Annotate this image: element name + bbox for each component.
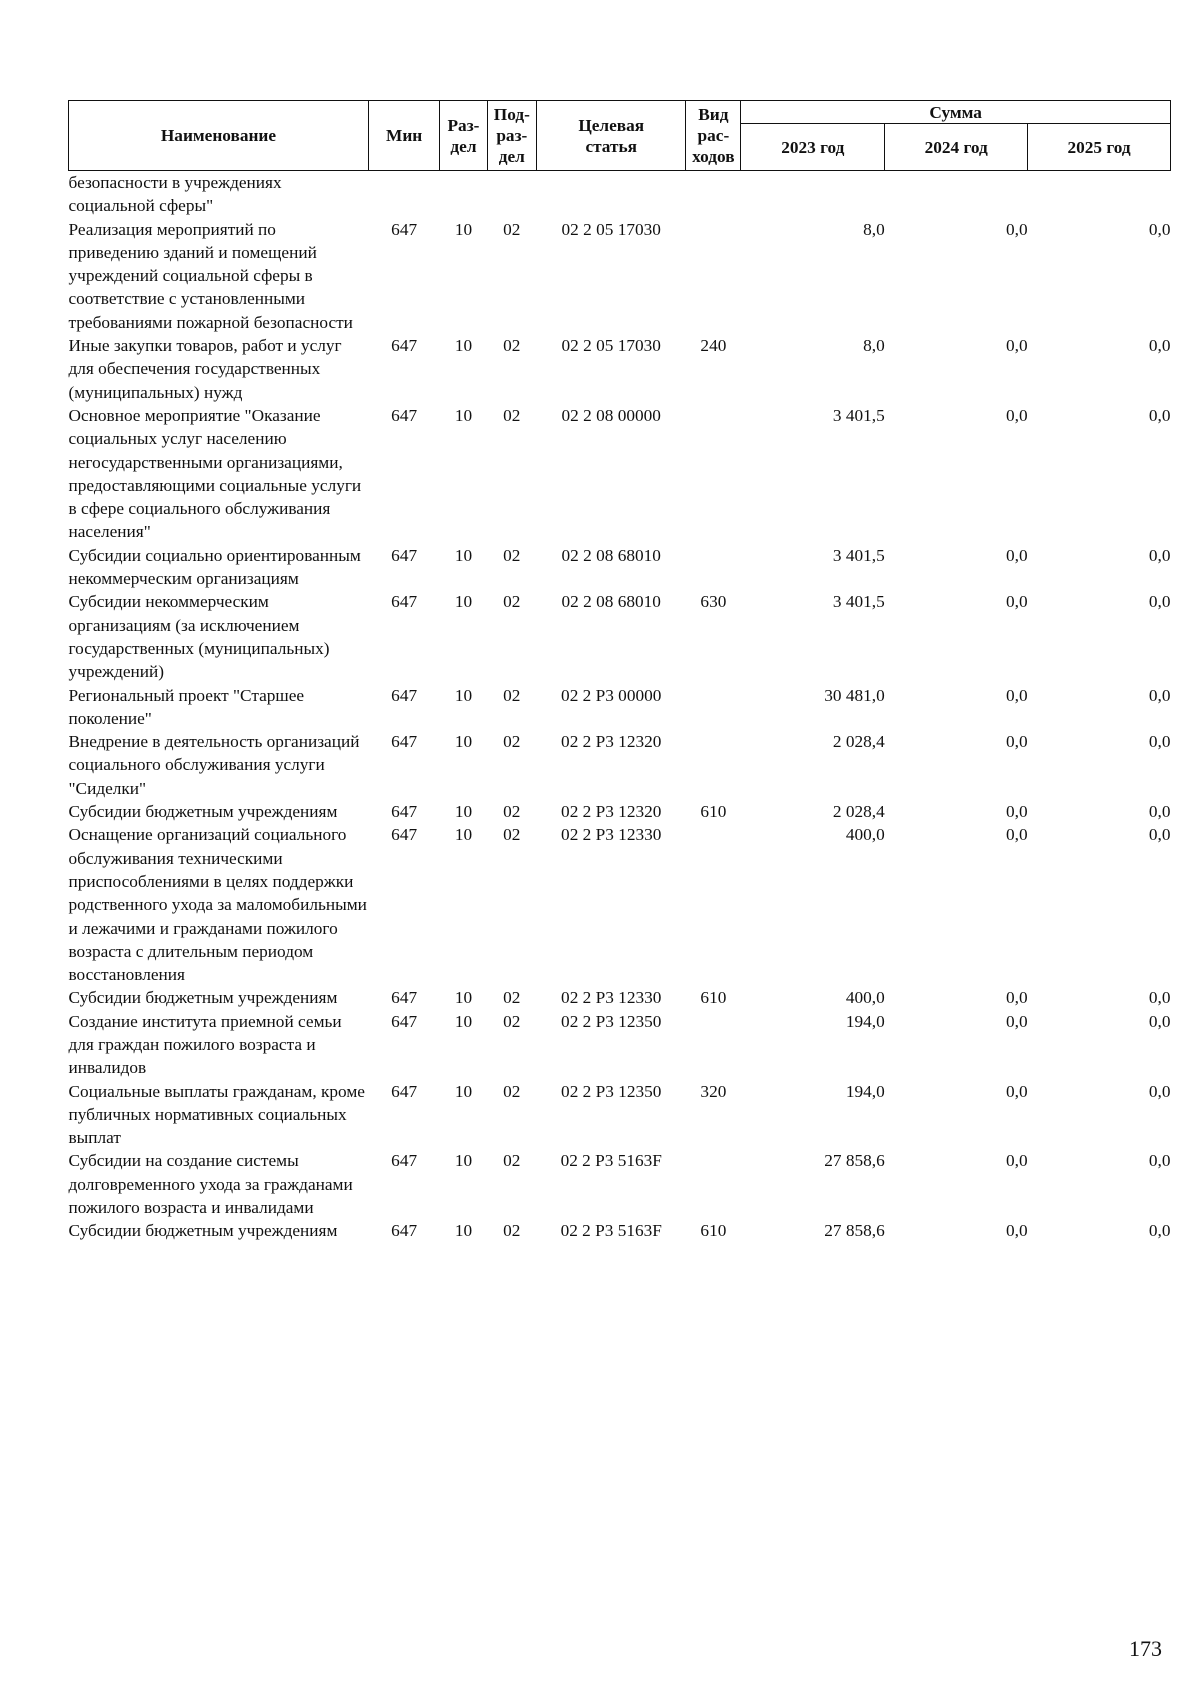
cell-name: Создание института приемной семьи для граждан пожилого возраста и инвалидов — [68, 1011, 342, 1078]
cell-2025: 0,0 — [1148, 592, 1171, 612]
cell-min — [368, 171, 439, 218]
cell-podrazdel: 02 — [503, 1221, 521, 1241]
cell-vid — [686, 730, 741, 800]
cell-vid: 610 — [700, 988, 727, 1008]
cell-2024: 0,0 — [1005, 732, 1028, 752]
cell-podrazdel: 02 — [503, 988, 521, 1008]
cell-2024: 0,0 — [1005, 405, 1028, 425]
cell-min: 647 — [391, 732, 418, 752]
cell-podrazdel: 02 — [503, 1081, 521, 1101]
cell-2023: 3 401,5 — [832, 405, 885, 425]
table-row — [69, 986, 1171, 1009]
cell-podrazdel: 02 — [503, 685, 521, 705]
cell-target: 02 2 Р3 12320 — [561, 802, 662, 822]
table-row — [69, 544, 1171, 591]
cell-2023: 3 401,5 — [832, 592, 885, 612]
cell-2025: 0,0 — [1148, 732, 1171, 752]
cell-min: 647 — [391, 1011, 418, 1031]
cell-min: 647 — [391, 802, 418, 822]
cell-razdel: 10 — [454, 1221, 473, 1241]
cell-podrazdel: 02 — [503, 405, 521, 425]
cell-name: Внедрение в деятельность организаций социального обслуживания услуги "Сиделки" — [68, 732, 360, 798]
cell-2025: 0,0 — [1148, 802, 1171, 822]
cell-target: 02 2 Р3 12330 — [561, 988, 662, 1008]
cell-razdel: 10 — [454, 1081, 473, 1101]
cell-podrazdel: 02 — [503, 1011, 521, 1031]
cell-name: Региональный проект "Старшее поколение" — [68, 685, 305, 728]
cell-name: Субсидии бюджетным учреждениям — [68, 1221, 338, 1241]
cell-razdel: 10 — [454, 219, 473, 239]
cell-name: Социальные выплаты гражданам, кроме публичных нормативных социальных выплат — [68, 1081, 365, 1148]
cell-vid — [686, 171, 741, 218]
cell-2025: 0,0 — [1148, 685, 1171, 705]
table-header — [69, 101, 1171, 171]
table-row — [69, 730, 1171, 800]
cell-razdel: 10 — [454, 988, 473, 1008]
cell-razdel — [440, 171, 487, 218]
cell-podrazdel: 02 — [503, 545, 521, 565]
header-podrazdel: Под- раз- дел — [487, 101, 536, 171]
cell-2025: 0,0 — [1148, 336, 1171, 356]
cell-min: 647 — [391, 405, 418, 425]
cell-target: 02 2 08 68010 — [561, 545, 661, 565]
cell-vid: 240 — [700, 336, 727, 356]
cell-name: Оснащение организаций социального обслуживания техническими приспособлениями в целях поддержки родственного ухода за маломобильными и лежачими и гражданами пожилого возраста с длительным периодом восстановления — [68, 825, 367, 985]
cell-name: безопасности в учреждениях социальной сферы" — [68, 173, 282, 216]
cell-min: 647 — [391, 336, 418, 356]
cell-vid: 320 — [700, 1081, 727, 1101]
cell-podrazdel: 02 — [503, 802, 521, 822]
cell-2023: 194,0 — [845, 1081, 885, 1101]
cell-2023: 30 481,0 — [824, 685, 885, 705]
cell-razdel: 10 — [454, 825, 473, 845]
table-row — [69, 218, 1171, 334]
table-row — [69, 1149, 1171, 1219]
cell-name: Реализация мероприятий по приведению зданий и помещений учреждений социальной сферы в соответствие с установленными требованиями пожарной безопасности — [68, 219, 353, 332]
table-row — [69, 823, 1171, 986]
cell-target: 02 2 Р3 12350 — [561, 1081, 662, 1101]
cell-min: 647 — [391, 1081, 418, 1101]
table-row — [69, 404, 1171, 544]
cell-2025: 0,0 — [1148, 1221, 1171, 1241]
cell-razdel: 10 — [454, 1151, 473, 1171]
table-row — [69, 1010, 1171, 1080]
cell-2025: 0,0 — [1148, 988, 1171, 1008]
cell-target — [537, 171, 686, 218]
cell-vid — [686, 218, 741, 334]
header-year-2025: 2025 год — [1028, 124, 1171, 171]
cell-2023: 194,0 — [845, 1011, 885, 1031]
cell-2025: 0,0 — [1148, 1081, 1171, 1101]
cell-razdel: 10 — [454, 732, 473, 752]
cell-name: Субсидии социально ориентированным некоммерческим организациям — [68, 545, 361, 589]
cell-min: 647 — [391, 825, 418, 845]
page-number: 173 — [1129, 1636, 1162, 1661]
cell-2024: 0,0 — [1005, 219, 1028, 239]
table-body — [69, 171, 1171, 1243]
header-name: Наименование — [69, 101, 369, 171]
cell-2023: 8,0 — [863, 336, 885, 356]
cell-razdel: 10 — [454, 405, 473, 425]
table-row — [69, 334, 1171, 404]
cell-2023: 2 028,4 — [832, 802, 885, 822]
cell-vid — [686, 1010, 741, 1080]
cell-vid: 610 — [700, 802, 727, 822]
cell-min: 647 — [391, 988, 418, 1008]
header-razdel: Раз- дел — [440, 101, 487, 171]
cell-name: Субсидии бюджетным учреждениям — [68, 988, 338, 1008]
cell-podrazdel: 02 — [503, 732, 521, 752]
cell-2024: 0,0 — [1005, 1151, 1028, 1171]
table-row — [69, 684, 1171, 731]
cell-2025: 0,0 — [1148, 545, 1171, 565]
table-row — [69, 171, 1171, 218]
cell-min: 647 — [391, 1221, 418, 1241]
cell-min: 647 — [391, 219, 418, 239]
cell-2023: 2 028,4 — [832, 732, 885, 752]
cell-target: 02 2 05 17030 — [561, 336, 661, 356]
cell-podrazdel: 02 — [503, 219, 521, 239]
cell-target: 02 2 Р3 12350 — [561, 1011, 662, 1031]
cell-target: 02 2 08 00000 — [561, 405, 661, 425]
cell-podrazdel: 02 — [503, 592, 521, 612]
cell-name: Основное мероприятие "Оказание социальных услуг населению негосударственными организациями, предоставляющими социальные услуги в сфере социального обслуживания населения" — [68, 405, 362, 542]
cell-2023: 3 401,5 — [832, 545, 885, 565]
cell-2024: 0,0 — [1005, 1011, 1028, 1031]
cell-target: 02 2 05 17030 — [561, 219, 661, 239]
cell-vid: 630 — [700, 592, 727, 612]
cell-2024: 0,0 — [1005, 545, 1028, 565]
header-sum: Сумма — [741, 101, 1171, 124]
cell-name: Субсидии бюджетным учреждениям — [68, 802, 338, 822]
cell-2024: 0,0 — [1005, 1221, 1028, 1241]
cell-razdel: 10 — [454, 545, 473, 565]
cell-2025: 0,0 — [1148, 405, 1171, 425]
cell-target: 02 2 Р3 12330 — [561, 825, 662, 845]
cell-name: Иные закупки товаров, работ и услуг для обеспечения государственных (муниципальных) нужд — [68, 336, 342, 402]
cell-razdel: 10 — [454, 592, 473, 612]
cell-name: Субсидии на создание системы долговременного ухода за гражданами пожилого возраста и инвалидами — [68, 1151, 353, 1218]
cell-min: 647 — [391, 685, 418, 705]
cell-vid — [686, 823, 741, 986]
cell-2023 — [741, 171, 885, 218]
cell-2023: 8,0 — [863, 219, 885, 239]
cell-name: Субсидии некоммерческим организациям (за исключением государственных (муниципальных) учреждений) — [68, 592, 330, 682]
cell-2025: 0,0 — [1148, 1011, 1171, 1031]
header-year-2024: 2024 год — [885, 124, 1028, 171]
header-min: Мин — [368, 101, 439, 171]
cell-target: 02 2 Р3 5163F — [560, 1221, 662, 1241]
header-target: Целевая статья — [537, 101, 686, 171]
table-row — [69, 1219, 1171, 1242]
cell-2024: 0,0 — [1005, 988, 1028, 1008]
cell-2025: 0,0 — [1148, 219, 1171, 239]
cell-2023: 27 858,6 — [824, 1221, 885, 1241]
table-row — [69, 800, 1171, 823]
table-row — [69, 590, 1171, 683]
cell-razdel: 10 — [454, 802, 473, 822]
cell-2023: 400,0 — [845, 988, 885, 1008]
cell-2025: 0,0 — [1148, 1151, 1171, 1171]
cell-min: 647 — [391, 592, 418, 612]
table-row — [69, 1080, 1171, 1150]
cell-razdel: 10 — [454, 685, 473, 705]
cell-2024: 0,0 — [1005, 336, 1028, 356]
header-vid: Вид рас- ходов — [686, 101, 741, 171]
cell-podrazdel — [487, 171, 536, 218]
cell-2024: 0,0 — [1005, 685, 1028, 705]
cell-target: 02 2 08 68010 — [561, 592, 661, 612]
header-year-2023: 2023 год — [741, 124, 885, 171]
cell-vid — [686, 404, 741, 544]
cell-2025: 0,0 — [1148, 825, 1171, 845]
cell-2024 — [885, 171, 1028, 218]
cell-podrazdel: 02 — [503, 1151, 521, 1171]
cell-2024: 0,0 — [1005, 1081, 1028, 1101]
cell-2025 — [1028, 171, 1171, 218]
cell-2024: 0,0 — [1005, 592, 1028, 612]
cell-2024: 0,0 — [1005, 802, 1028, 822]
cell-target: 02 2 Р3 12320 — [561, 732, 662, 752]
cell-target: 02 2 Р3 5163F — [560, 1151, 662, 1171]
cell-podrazdel: 02 — [503, 825, 521, 845]
cell-min: 647 — [391, 545, 418, 565]
cell-vid — [686, 684, 741, 731]
cell-podrazdel: 02 — [503, 336, 521, 356]
cell-razdel: 10 — [454, 1011, 473, 1031]
cell-target: 02 2 Р3 00000 — [561, 685, 662, 705]
budget-table — [68, 100, 1171, 1243]
cell-2024: 0,0 — [1005, 825, 1028, 845]
cell-vid — [686, 544, 741, 591]
cell-vid — [686, 1149, 741, 1219]
cell-min: 647 — [391, 1151, 418, 1171]
cell-2023: 400,0 — [845, 825, 885, 845]
cell-vid: 610 — [700, 1221, 727, 1241]
cell-razdel: 10 — [454, 336, 473, 356]
cell-2023: 27 858,6 — [824, 1151, 885, 1171]
